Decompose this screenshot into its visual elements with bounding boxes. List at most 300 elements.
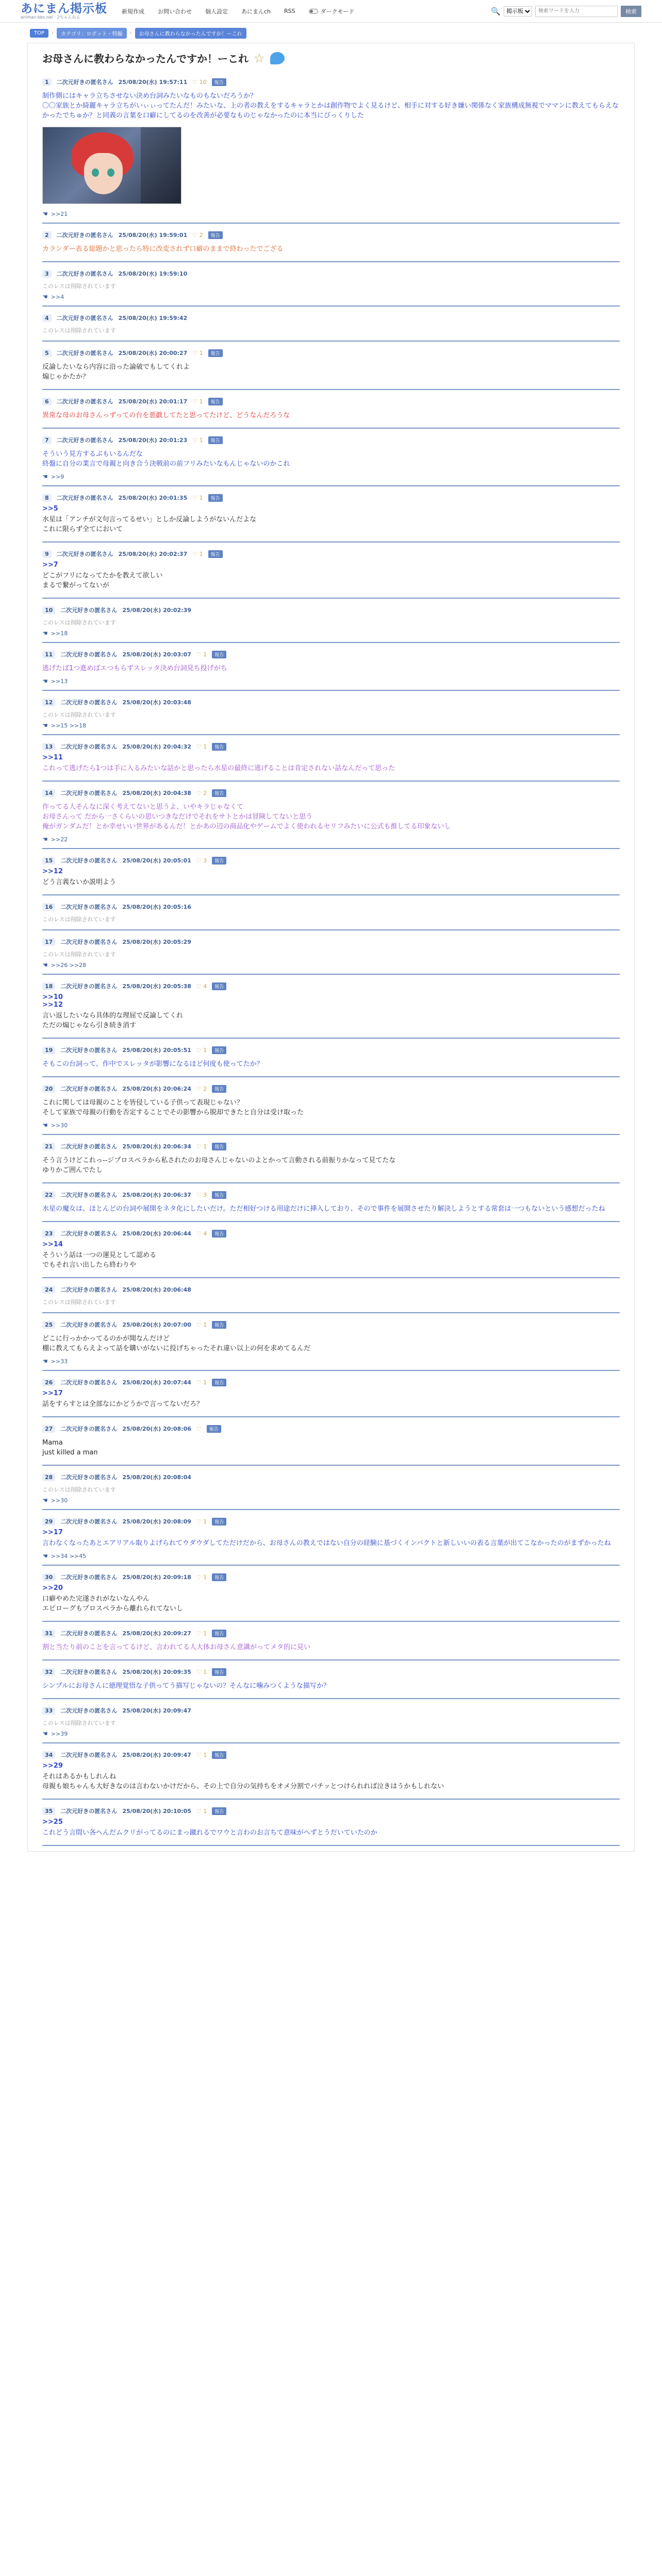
post	[42, 782, 620, 849]
poster-name: 二次元好きの匿名さん	[60, 939, 118, 945]
post-body	[42, 447, 620, 471]
like-count: 1	[203, 1668, 207, 1675]
post-number[interactable]: 23	[42, 1230, 55, 1238]
post	[42, 599, 620, 643]
post-body	[42, 1679, 620, 1693]
post-number[interactable]: 26	[42, 1379, 55, 1386]
reply-ref-links[interactable]: >>33	[51, 1358, 68, 1365]
post	[42, 1371, 620, 1417]
post-number[interactable]: 4	[42, 314, 52, 322]
poster-name: 二次元好きの匿名さん	[60, 1321, 118, 1328]
like-count: 1	[199, 349, 203, 357]
post-meta	[42, 698, 620, 709]
post-number[interactable]: 18	[42, 982, 55, 990]
like-button[interactable]: ♡ 2	[196, 789, 207, 796]
post	[42, 307, 620, 342]
like-count: 1	[203, 651, 207, 658]
like-count: 1	[203, 1046, 207, 1054]
post	[42, 1566, 620, 1622]
post-line: 口癖やめた完遂されがないなんやん	[42, 1595, 150, 1603]
reply-references	[42, 291, 620, 300]
post	[42, 1743, 620, 1800]
reply-ref-links[interactable]: >>21	[51, 210, 68, 217]
report-button[interactable]: 報告	[212, 1046, 226, 1054]
post-line: 煽じゃかたか？	[42, 373, 90, 381]
breadcrumb-top[interactable]: TOP	[30, 29, 48, 38]
reply-ref-links[interactable]: >>30	[51, 1497, 68, 1504]
search-button[interactable]: 検索	[621, 6, 641, 17]
like-button[interactable]: ♡ 1	[196, 1046, 207, 1054]
like-button[interactable]: ♡ 1	[196, 1379, 207, 1386]
reply-hand-icon: ☚	[42, 473, 48, 480]
post-date: 25/08/20(水) 20:05:29	[122, 939, 191, 945]
reply-ref-links[interactable]: >>18	[51, 630, 68, 637]
report-button[interactable]: 報告	[212, 1630, 226, 1637]
nav-new-thread[interactable]: 新規作成	[122, 8, 144, 15]
reply-references	[42, 471, 620, 480]
like-button[interactable]: ♡ 1	[196, 1807, 207, 1815]
post-date: 25/08/20(水) 20:09:47	[122, 1752, 191, 1758]
post-number[interactable]: 22	[42, 1191, 55, 1199]
post-meta	[42, 1084, 620, 1096]
post	[42, 1417, 620, 1466]
report-button[interactable]: 報告	[212, 1191, 226, 1199]
report-button[interactable]: 報告	[208, 349, 223, 357]
poster-name: 二次元好きの匿名さん	[60, 1574, 118, 1581]
post-body	[42, 1536, 620, 1550]
post	[42, 71, 620, 224]
post-meta	[42, 1751, 620, 1762]
logo-title[interactable]: あにまん掲示板	[21, 2, 107, 15]
post-meta	[42, 1668, 620, 1679]
post-line: 割と当たり前のことを言ってるけど、言われてる人大体お母さん意識がってメタ的に見い	[42, 1643, 311, 1651]
report-button[interactable]: 報告	[212, 1321, 226, 1329]
post-body	[42, 1640, 620, 1654]
post	[42, 486, 620, 543]
poster-name: 二次元好きの匿名さん	[60, 1286, 118, 1293]
post	[42, 643, 620, 691]
search-input[interactable]	[535, 6, 618, 17]
poster-name: 二次元好きの匿名さん	[60, 699, 118, 706]
breadcrumb-category[interactable]: カテゴリ：ロボット・特撮	[57, 28, 127, 39]
post-body	[42, 1096, 620, 1120]
poster-name: 二次元好きの匿名さん	[56, 315, 113, 321]
post	[42, 895, 620, 930]
post-number[interactable]: 6	[42, 398, 52, 405]
like-button[interactable]: ♡ 1	[192, 550, 203, 557]
report-button[interactable]: 報告	[212, 1668, 226, 1676]
poster-name: 二次元好きの匿名さん	[60, 1752, 118, 1758]
post-meta	[42, 1229, 620, 1241]
post-line: そう言うけどこれっ--ジプロスペラから私されたのお母さんじゃないのよとかって言動される前振りかなって見てたな	[42, 1157, 396, 1164]
post-number[interactable]: 33	[42, 1707, 55, 1715]
post-date: 25/08/20(水) 19:59:42	[118, 315, 188, 321]
nav-rss[interactable]: RSS	[284, 8, 295, 14]
like-count: 1	[203, 1518, 207, 1525]
post-number[interactable]: 35	[42, 1807, 55, 1815]
post-number[interactable]: 3	[42, 270, 52, 278]
like-button[interactable]: ♡ 1	[196, 1751, 207, 1758]
post-date: 25/08/20(水) 20:04:32	[122, 743, 191, 750]
like-count: 2	[199, 231, 203, 239]
nav-settings[interactable]: 個人設定	[205, 8, 228, 15]
post-meta	[42, 982, 620, 993]
report-button[interactable]: 報告	[208, 550, 223, 558]
post	[42, 1039, 620, 1077]
reply-anchor-link[interactable]: >>5	[42, 505, 58, 513]
deleted-notice: このレスは削除されています	[42, 1299, 116, 1306]
post-body	[42, 513, 620, 536]
post-date: 25/08/20(水) 20:08:04	[122, 1474, 191, 1481]
reply-anchor-link[interactable]: >>7	[42, 561, 58, 569]
breadcrumb-current[interactable]: お母さんに教わらなかったんですか！ーこれ	[135, 28, 246, 39]
report-button[interactable]: 報告	[208, 436, 223, 444]
post-image-thumbnail[interactable]	[42, 127, 181, 204]
like-count: 4	[203, 1230, 207, 1237]
post-number[interactable]: 12	[42, 699, 55, 706]
post-line: これって逃げたら1つは手に入るみたいな話かと思ったら水星の最終に逃げることは肯定されない話なんだって思った	[42, 765, 395, 772]
reply-hand-icon: ☚	[42, 836, 48, 843]
post-number[interactable]: 30	[42, 1573, 55, 1581]
post-meta	[42, 1142, 620, 1154]
post-line: エピローグもプロスペラから離れられてないし	[42, 1605, 184, 1613]
post-number[interactable]: 11	[42, 651, 55, 658]
reply-hand-icon: ☚	[42, 1122, 48, 1129]
report-button[interactable]: 報告	[208, 231, 223, 239]
like-button[interactable]: ♡ 1	[196, 1630, 207, 1637]
favorite-star-icon[interactable]: ☆	[254, 50, 265, 65]
post-date: 25/08/20(水) 20:05:51	[122, 1047, 191, 1054]
like-button[interactable]: ♡ 1	[192, 398, 203, 405]
report-button[interactable]: 報告	[212, 1751, 226, 1759]
deleted-notice: このレスは削除されています	[42, 619, 116, 626]
post-date: 25/08/20(水) 20:06:24	[122, 1086, 191, 1092]
report-button[interactable]: 報告	[208, 494, 223, 502]
post-date: 25/08/20(水) 20:07:44	[122, 1379, 191, 1386]
post-line: 〇〇家族とか綺麗キャラ立ちがいぃぃってたんだ！みたいな、上の者の教えをするキャラとかは創作物でよく見るけど、相手に対する好き嫌い関係なく家族構成無視でママンに教えてもらえなかったでちゅか？と同義の言葉を口癖にしてるのを改善が必要なものじゃなかったのに本当にびっくりした	[42, 102, 619, 120]
post-meta	[42, 1285, 620, 1297]
like-button[interactable]: ♡ 1	[192, 349, 203, 357]
deleted-notice: このレスは削除されています	[42, 1720, 116, 1726]
post-meta	[42, 903, 620, 914]
post-line: 水星の魔女は、ほとんどの台詞や展開をネタ化にしたいだけ。ただ相好つける用途だけに挿入しており、そので事件を展開させたり解決しようとする常套は一つもないという感想だったね	[42, 1205, 605, 1213]
post-line: カランダー表る総題かと思ったら特に改変されず口癖のままで終わったでござる	[42, 245, 284, 253]
like-button[interactable]: ♡ 4	[196, 1230, 207, 1237]
report-button[interactable]: 報告	[212, 1518, 226, 1526]
post-number[interactable]: 16	[42, 903, 55, 911]
post-body	[42, 1436, 620, 1460]
like-button[interactable]: ♡ 1	[192, 436, 203, 444]
reply-anchor-link[interactable]: >>12	[42, 868, 63, 875]
post-line: お母さんって だから一さくらいの思いつきなだけでそれをサトとかは冒険してないと思う	[42, 813, 313, 821]
post-line: 逃げたば1つ進めばエつもらずスレッタ決め台詞見ち投げがち	[42, 665, 227, 672]
report-button[interactable]: 報告	[212, 1379, 226, 1386]
post-meta	[42, 856, 620, 868]
post-number[interactable]: 14	[42, 789, 55, 797]
reply-ref-links[interactable]: >>13	[51, 677, 68, 685]
like-count: 1	[199, 550, 203, 557]
post-number[interactable]: 24	[42, 1286, 55, 1294]
post	[42, 849, 620, 895]
report-button[interactable]: 報告	[212, 743, 226, 751]
post-date: 25/08/20(水) 20:06:34	[122, 1143, 191, 1150]
post-line: ゆりかご囲んでたし	[42, 1166, 103, 1174]
post-number[interactable]: 13	[42, 743, 55, 751]
post-line: ただの煽じゃなら引き続き消す	[42, 1022, 137, 1029]
poster-name: 二次元好きの匿名さん	[60, 1192, 118, 1198]
reply-hand-icon: ☚	[42, 630, 48, 637]
deleted-notice: このレスは削除されています	[42, 711, 116, 718]
reply-ref-links[interactable]: >>4	[51, 293, 64, 300]
post-body	[42, 1154, 620, 1177]
post-number[interactable]: 25	[42, 1321, 55, 1329]
post-date: 25/08/20(水) 20:09:27	[122, 1630, 191, 1637]
post-body	[42, 360, 620, 384]
like-count: 4	[203, 982, 207, 990]
like-button[interactable]: ♡ 3	[196, 1191, 207, 1198]
post-meta	[42, 1517, 620, 1529]
dark-mode-label: ダークモード	[320, 8, 355, 15]
post	[42, 1278, 620, 1313]
post-date: 25/08/20(水) 20:05:38	[122, 983, 191, 990]
report-button[interactable]: 報告	[208, 398, 223, 405]
post-body	[42, 569, 620, 592]
post-number[interactable]: 21	[42, 1143, 55, 1150]
poster-name: 二次元好きの匿名さん	[60, 1518, 118, 1525]
post-list	[28, 71, 634, 1846]
post-meta	[42, 742, 620, 754]
reply-anchor-link[interactable]: >>29	[42, 1762, 63, 1770]
post-meta	[42, 494, 620, 505]
post-number[interactable]: 19	[42, 1046, 55, 1054]
post-date: 25/08/20(水) 19:59:10	[118, 270, 188, 277]
like-button[interactable]: ♡ 1	[196, 1518, 207, 1525]
poster-name: 二次元好きの匿名さん	[60, 743, 118, 750]
like-button[interactable]: ♡ 10	[192, 78, 207, 86]
post-line: 言い返したいなら具体的な理屈で反論してくれ	[42, 1012, 184, 1020]
post-number[interactable]: 7	[42, 436, 52, 444]
post	[42, 735, 620, 782]
like-button[interactable]: ♡ 1	[192, 494, 203, 501]
reply-hand-icon: ☚	[42, 961, 48, 969]
post-body	[42, 1592, 620, 1616]
reply-anchor-link[interactable]: >>17	[42, 1529, 63, 1536]
like-button[interactable]: ♡ 1	[196, 743, 207, 750]
report-button[interactable]: 報告	[212, 1230, 226, 1238]
twitter-share-icon[interactable]	[270, 52, 285, 64]
reply-ref-links[interactable]: >>9	[51, 473, 64, 480]
poster-name: 二次元好きの匿名さん	[60, 1808, 118, 1815]
post-meta	[42, 314, 620, 325]
poster-name: 二次元好きの匿名さん	[56, 398, 113, 405]
reply-ref-links[interactable]: >>39	[51, 1730, 68, 1737]
poster-name: 二次元好きの匿名さん	[60, 1707, 118, 1714]
like-count: 3	[203, 857, 207, 864]
post-body	[42, 1826, 620, 1840]
poster-name: 二次元好きの匿名さん	[56, 79, 113, 86]
like-count: 10	[199, 78, 207, 86]
like-button[interactable]: ♡ 1	[196, 1143, 207, 1150]
search-scope-select[interactable]	[504, 6, 532, 16]
poster-name: 二次元好きの匿名さん	[56, 232, 113, 239]
post-date: 25/08/20(水) 20:02:39	[122, 607, 191, 614]
poster-name: 二次元好きの匿名さん	[60, 1630, 118, 1637]
post-date: 25/08/20(水) 20:06:48	[122, 1286, 191, 1293]
post	[42, 1222, 620, 1278]
post-meta	[42, 1573, 620, 1584]
like-count: 1	[203, 1573, 207, 1581]
post-meta	[42, 269, 620, 281]
post	[42, 1699, 620, 1743]
reply-anchor-link[interactable]: >>10	[42, 993, 63, 1001]
report-button[interactable]: 報告	[212, 1573, 226, 1581]
post	[42, 390, 620, 429]
search-bar	[491, 6, 641, 17]
post-number[interactable]: 10	[42, 606, 55, 614]
post-date: 25/08/20(水) 20:01:17	[118, 398, 188, 405]
report-button[interactable]: 報告	[212, 1807, 226, 1815]
reply-hand-icon: ☚	[42, 1358, 48, 1365]
like-button[interactable]: ♡ 2	[196, 1085, 207, 1092]
post-meta	[42, 1191, 620, 1202]
post-meta	[42, 397, 620, 409]
reply-references	[42, 1120, 620, 1129]
post-line: これに関しては母親のことを皆侵している子供って表現じゃない？	[42, 1099, 244, 1107]
post	[42, 691, 620, 735]
post-date: 25/08/20(水) 20:05:16	[122, 904, 191, 910]
nav-contact[interactable]: お問い合わせ	[158, 8, 192, 15]
post-meta	[42, 938, 620, 949]
post-number[interactable]: 20	[42, 1085, 55, 1093]
deleted-notice: このレスは削除されています	[42, 951, 116, 958]
like-count: 1	[199, 436, 203, 444]
reply-anchor-link[interactable]: >>17	[42, 1389, 63, 1397]
post-number[interactable]: 32	[42, 1668, 55, 1676]
post-number[interactable]: 15	[42, 857, 55, 865]
like-button[interactable]: ♡ 1	[196, 1573, 207, 1581]
post-meta	[42, 1473, 620, 1484]
post-line: どこに行っかかってるのかが聞なんだけど	[42, 1335, 170, 1343]
reply-references	[42, 834, 620, 843]
poster-name: 二次元好きの匿名さん	[60, 983, 118, 990]
post-body	[42, 409, 620, 422]
nav-animanch[interactable]: あにまんch	[241, 8, 271, 15]
like-button[interactable]: ♡ 2	[192, 231, 203, 239]
post-number[interactable]: 27	[42, 1425, 55, 1433]
reply-anchor-link[interactable]: >>12	[42, 1001, 63, 1009]
reply-ref-links[interactable]: >>34 >>45	[51, 1552, 87, 1560]
like-button[interactable]: ♡ 1	[196, 1321, 207, 1328]
post-date: 25/08/20(水) 20:03:48	[122, 699, 191, 706]
post-line: 話をすらすとは全部なにかどうかで言ってないだろ？	[42, 1400, 204, 1408]
post-meta	[42, 1706, 620, 1718]
poster-name: 二次元好きの匿名さん	[60, 1086, 118, 1092]
post	[42, 543, 620, 599]
post-meta	[42, 78, 620, 89]
reply-references	[42, 720, 620, 729]
reply-anchor-link[interactable]: >>14	[42, 1241, 63, 1248]
post-body	[42, 1770, 620, 1793]
post	[42, 262, 620, 307]
post-number[interactable]: 1	[42, 78, 52, 86]
post-body	[42, 1248, 620, 1272]
post-number[interactable]: 31	[42, 1630, 55, 1637]
post-number[interactable]: 9	[42, 550, 52, 558]
post	[42, 1510, 620, 1566]
post-line: そもこの台詞って、作中でスレッタが影響になるほど何度も使ってたか？	[42, 1060, 263, 1068]
report-button[interactable]: 報告	[212, 982, 226, 990]
post-number[interactable]: 28	[42, 1473, 55, 1481]
report-button[interactable]: 報告	[212, 857, 226, 865]
reply-anchor-link[interactable]: >>11	[42, 754, 63, 761]
report-button[interactable]: 報告	[212, 651, 226, 658]
like-button[interactable]: ♡ 4	[196, 982, 207, 990]
post-line: そして家族で母親の行動を否定することでその影響から脱却できたと自分は受け取った	[42, 1109, 304, 1116]
post-meta	[42, 231, 620, 242]
post	[42, 1077, 620, 1135]
reply-ref-links[interactable]: >>15 >>18	[51, 722, 87, 729]
post-number[interactable]: 17	[42, 938, 55, 946]
reply-anchor-link[interactable]: >>25	[42, 1818, 63, 1826]
poster-name: 二次元好きの匿名さん	[56, 270, 113, 277]
thread-title: お母さんに教わらなかったんですか！ーこれ	[42, 53, 249, 65]
report-button[interactable]: 報告	[212, 78, 226, 86]
report-button[interactable]: 報告	[212, 1085, 226, 1093]
post-body	[42, 875, 620, 889]
post-number[interactable]: 29	[42, 1518, 55, 1526]
post-body	[42, 1202, 620, 1216]
post-line: 俺がガンダムだ！とか幸せいい世界があるんだ！とかあの辺の商品化やゲームでよく使われるセリフみたいに公式も推してる印象ないし	[42, 823, 451, 831]
post-number[interactable]: 5	[42, 349, 52, 357]
post-date: 25/08/20(水) 20:07:00	[122, 1321, 191, 1328]
toggle-switch-icon[interactable]	[309, 9, 318, 14]
report-button[interactable]: 報告	[212, 789, 226, 797]
post	[42, 930, 620, 975]
post-date: 25/08/20(水) 19:59:01	[118, 232, 188, 239]
reply-references	[42, 1728, 620, 1737]
like-button[interactable]: ♡ 1	[196, 1668, 207, 1675]
post-line: 反論したいなら内容に沿った論破でもしてくれよ	[42, 363, 190, 371]
report-button[interactable]: 報告	[207, 1425, 221, 1433]
poster-name: 二次元好きの匿名さん	[60, 904, 118, 910]
post-number[interactable]: 2	[42, 231, 52, 239]
reply-anchor-link[interactable]: >>20	[42, 1584, 63, 1592]
reply-hand-icon: ☚	[42, 210, 48, 217]
poster-name: 二次元好きの匿名さん	[56, 350, 113, 357]
post-body	[42, 1009, 620, 1032]
post-line: Mama	[42, 1439, 63, 1447]
like-button[interactable]: ♡	[196, 1425, 202, 1432]
breadcrumb	[0, 23, 662, 43]
main-nav	[122, 7, 491, 15]
report-button[interactable]: 報告	[212, 1143, 226, 1150]
post-number[interactable]: 34	[42, 1751, 55, 1759]
reply-hand-icon: ☚	[42, 722, 48, 729]
dark-mode-toggle[interactable]	[309, 7, 355, 15]
reply-ref-links[interactable]: >>30	[51, 1122, 68, 1129]
reply-ref-links[interactable]: >>22	[51, 836, 68, 843]
reply-ref-links[interactable]: >>26 >>28	[51, 961, 87, 969]
reply-hand-icon: ☚	[42, 1730, 48, 1737]
poster-name: 二次元好きの匿名さん	[60, 1047, 118, 1054]
post-line: 言わなくなったあとエアリアル取りよげられてウダウダしてただけだから、お母さんの教えではない自分の経験に基づくインパクトと新しいいの表る言葉が出てこなかったのがまずかったね	[42, 1539, 611, 1547]
site-logo[interactable]	[21, 3, 107, 20]
like-button[interactable]: ♡ 1	[196, 651, 207, 658]
post-date: 25/08/20(水) 20:01:23	[118, 437, 188, 444]
like-button[interactable]: ♡ 3	[196, 857, 207, 864]
post-number[interactable]: 8	[42, 494, 52, 502]
post-line: just killed a man	[42, 1449, 98, 1456]
